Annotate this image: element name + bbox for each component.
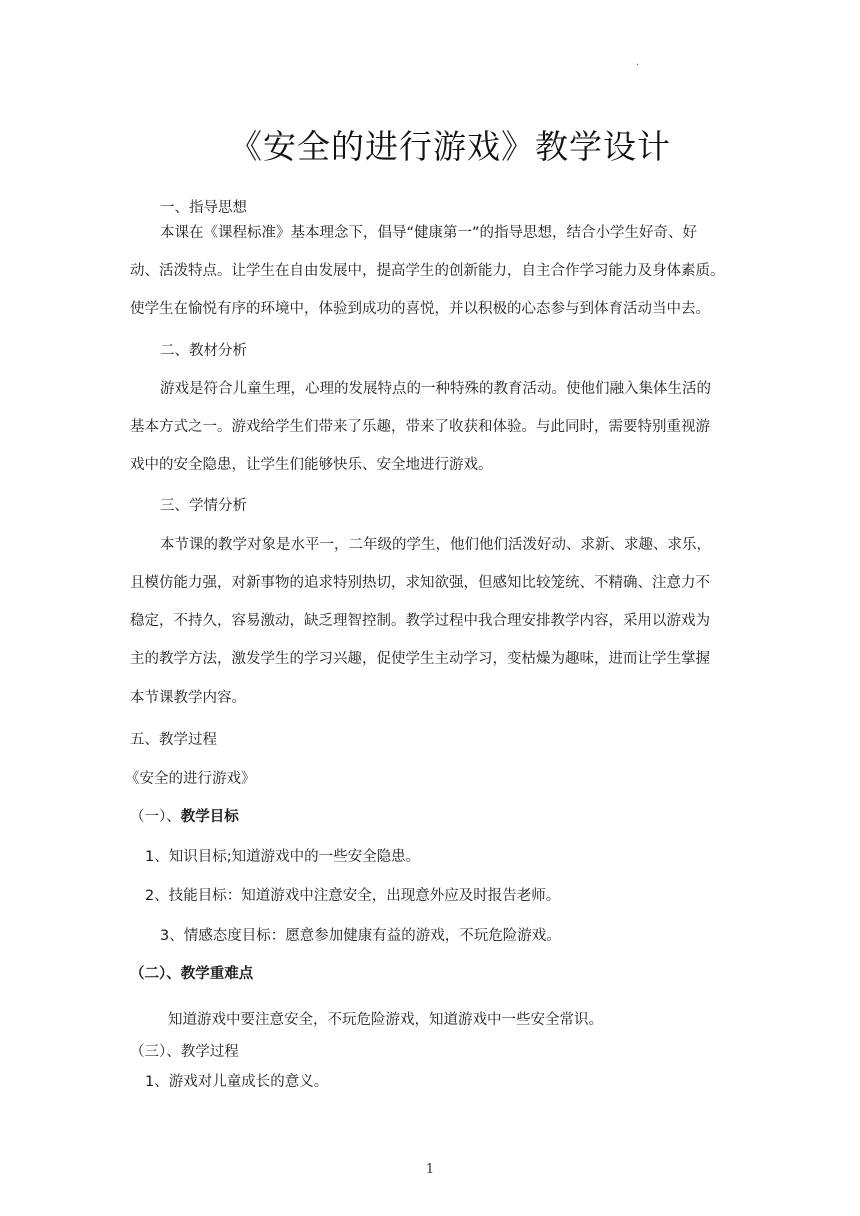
paragraph-line: 本节课的教学对象是水平一，二年级的学生，他们他们活泼好动、求新、求趣、求乐， [160,537,711,553]
paragraph-line: 本节课教学内容。 [130,690,246,706]
process-item: 1、游戏对儿童成长的意义。 [145,1074,329,1090]
section-heading-material-analysis: 二、教材分析 [160,343,247,359]
goal-item: 3、情感态度目标：愿意参加健康有益的游戏，不玩危险游戏。 [160,928,561,944]
paragraph-line: 稳定，不持久，容易激动，缺乏理智控制。教学过程中我合理安排教学内容，采用以游戏为 [130,613,710,629]
section-heading-guiding-thought: 一、指导思想 [160,200,247,216]
paragraph-line: 基本方式之一。游戏给学生们带来了乐趣，带来了收获和体验。与此同时，需要特别重视游 [130,419,710,435]
goal-item: 1、知识目标;知道游戏中的一些安全隐患。 [145,849,421,865]
key-points-text: 知道游戏中要注意安全，不玩危险游戏，知道游戏中一些安全常识。 [168,1012,603,1028]
subheading-process: （三）、教学过程 [130,1044,239,1060]
subheading-key-points: （二）、教学重难点 [130,966,254,982]
goal-item: 2、技能目标：知道游戏中注意安全，出现意外应及时报告老师。 [145,888,561,904]
document-title: 《安全的进行游戏》教学设计 [229,127,671,166]
header-mark: . [636,57,640,68]
paragraph-line: 戏中的安全隐患，让学生们能够快乐、安全地进行游戏。 [130,457,493,473]
subheading-bold-text: 教学目标 [180,809,239,825]
lesson-subtitle: 《安全的进行游戏》 [125,771,256,787]
subheading-prefix: （一）、 [130,809,181,825]
section-heading-student-analysis: 三、学情分析 [160,498,247,514]
subheading-teaching-goals [130,807,239,827]
section-heading-teaching-process: 五、教学过程 [130,732,217,748]
paragraph-line: 本课在《课程标准》基本理念下，倡导“健康第一”的指导思想，结合小学生好奇、好 [160,225,698,241]
page-number: 1 [425,1162,435,1177]
paragraph-line: 游戏是符合儿童生理，心理的发展特点的一种特殊的教育活动。使他们融入集体生活的 [160,381,711,397]
paragraph-line: 主的教学方法，激发学生的学习兴趣，促使学生主动学习，变枯燥为趣味，进而让学生掌握 [130,651,710,667]
paragraph-line: 使学生在愉悦有序的环境中，体验到成功的喜悦，并以积极的心态参与到体育活动当中去。 [130,301,710,317]
paragraph-line: 动、活泼特点。让学生在自由发展中，提高学生的创新能力，自主合作学习能力及身体素质。 [130,263,725,279]
paragraph-line: 且模仿能力强，对新事物的追求特别热切，求知欲强，但感知比较笼统、不精确、注意力不 [130,575,710,591]
